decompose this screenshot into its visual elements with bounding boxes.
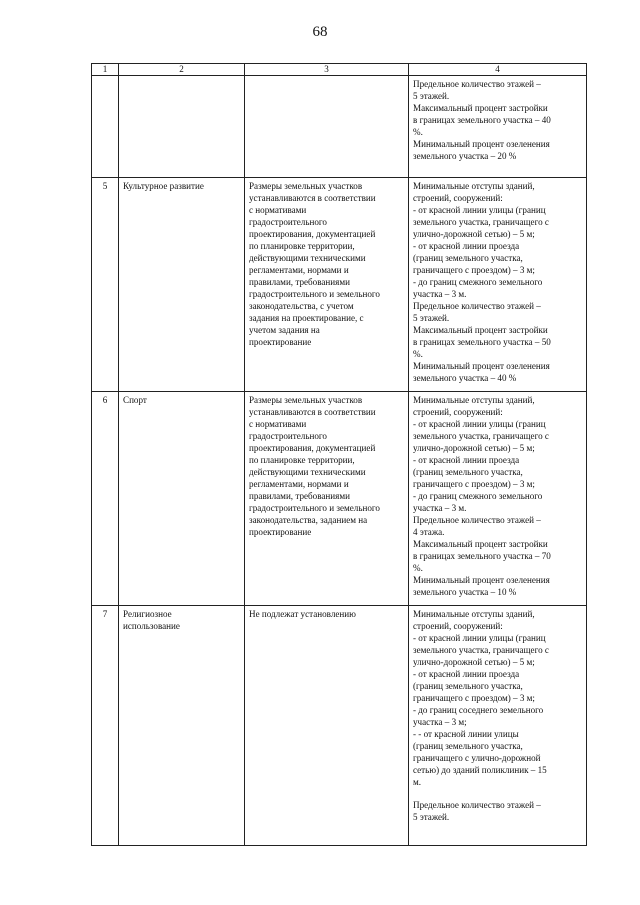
text-line: проектирование (249, 527, 312, 537)
text-line: земельного участка – 40 % (413, 373, 517, 383)
row-number: 7 (92, 606, 119, 846)
text-line: Минимальный процент озеленения (413, 575, 550, 585)
text-line: (границ земельного участка, (413, 467, 523, 477)
text-line: участка – 3 м. (413, 289, 467, 299)
text-line: регламентами, нормами и (249, 265, 349, 275)
header-col-3: 3 (245, 64, 409, 76)
text-line: учетом задания на (249, 325, 320, 335)
text-line: Предельное количество этажей – (413, 301, 541, 311)
text-line: земельного участка, граничащего с (413, 431, 549, 441)
text-line: земельного участка, граничащего с (413, 217, 549, 227)
text-line: законодательства, с учетом (249, 301, 354, 311)
text-line: (границ земельного участка, (413, 253, 523, 263)
text-line: Предельное количество этажей – (413, 515, 541, 525)
text-line: улично-дорожной сетью) – 5 м; (413, 657, 535, 667)
row-number: 5 (92, 178, 119, 392)
text-line: регламентами, нормами и (249, 479, 349, 489)
text-line: Предельное количество этажей – (413, 800, 541, 810)
text-line: %. (413, 349, 423, 359)
text-line: Минимальный процент озеленения (413, 139, 550, 149)
text-line: правилами, требованиями (249, 491, 350, 501)
text-line: Минимальные отступы зданий, (413, 181, 535, 191)
text-line: 5 этажей. (413, 91, 450, 101)
text-line: - - от красной линии улицы (413, 729, 519, 739)
text-line: улично-дорожной сетью) – 5 м; (413, 443, 535, 453)
text-line: проектирования, документацией (249, 229, 376, 239)
text-line: по планировке территории, (249, 241, 355, 251)
cell-parameters (409, 606, 587, 846)
text-line: с нормативами (249, 419, 307, 429)
header-col-4: 4 (409, 64, 587, 76)
table-row (92, 392, 587, 606)
text-line: законодательства, заданием на (249, 515, 368, 525)
text-line: граничащего с проездом) – 3 м; (413, 265, 535, 275)
text-line: по планировке территории, (249, 455, 355, 465)
text-line: Максимальный процент застройки (413, 539, 548, 549)
text-line: %. (413, 563, 423, 573)
spacer (413, 788, 582, 799)
header-col-1: 1 (92, 64, 119, 76)
text-line: проектирования, документацией (249, 443, 376, 453)
text-line: строений, сооружений: (413, 621, 503, 631)
table-header-row (92, 64, 587, 76)
text-line: %. (413, 127, 423, 137)
text-line: в границах земельного участка – 50 (413, 337, 551, 347)
text-line: использование (123, 621, 180, 631)
text-line: 4 этажа. (413, 527, 445, 537)
text-line: строений, сооружений: (413, 407, 503, 417)
text-line: правилами, требованиями (249, 277, 350, 287)
text-line: (границ земельного участка, (413, 681, 523, 691)
cell-plot-size (245, 392, 409, 606)
table-row (92, 606, 587, 846)
text-line: - от красной линии улицы (границ (413, 419, 546, 429)
text-line: 5 этажей. (413, 313, 450, 323)
table-row-continuation (92, 76, 587, 178)
text-line: градостроительного (249, 217, 327, 227)
text-line: - от красной линии улицы (границ (413, 205, 546, 215)
text-line: задания на проектирование, с (249, 313, 364, 323)
text-line: 5 этажей. (413, 812, 450, 822)
text-line: - до границ соседнего земельного (413, 705, 544, 715)
text-line: Размеры земельных участков (249, 181, 363, 191)
text-line: - до границ смежного земельного (413, 277, 543, 287)
text-line: участка – 3 м; (413, 717, 467, 727)
text-line: граничащего с проездом) – 3 м; (413, 693, 535, 703)
text-line: (границ земельного участка, (413, 741, 523, 751)
text-line: Минимальный процент озеленения (413, 361, 550, 371)
cell-empty (245, 76, 409, 178)
table-row (92, 178, 587, 392)
text-line: земельного участка, граничащего с (413, 645, 549, 655)
regulations-table (91, 63, 587, 846)
text-line: Предельное количество этажей – (413, 79, 541, 89)
text-line: Максимальный процент застройки (413, 103, 548, 113)
text-line: - от красной линии проезда (413, 241, 520, 251)
cell-empty (119, 76, 245, 178)
cell-parameters (409, 178, 587, 392)
text-line: строений, сооружений: (413, 193, 503, 203)
cell-use-name: Спорт (119, 392, 245, 606)
text-line: градостроительного и земельного (249, 289, 380, 299)
text-line: м. (413, 777, 422, 787)
row-number: 6 (92, 392, 119, 606)
cell-plot-size (245, 178, 409, 392)
text-line: улично-дорожной сетью) – 5 м; (413, 229, 535, 239)
text-line: Максимальный процент застройки (413, 325, 548, 335)
text-line: - от красной линии улицы (границ (413, 633, 546, 643)
text-line: в границах земельного участка – 70 (413, 551, 551, 561)
cell-parameters (409, 76, 587, 178)
text-line: Не подлежат установлению (249, 609, 356, 619)
text-line: граничащего с проездом) – 3 м; (413, 479, 535, 489)
text-line: Минимальные отступы зданий, (413, 609, 535, 619)
text-line: - до границ смежного земельного (413, 491, 543, 501)
cell-use-name: Культурное развитие (119, 178, 245, 392)
cell-parameters (409, 392, 587, 606)
text-line: Религиозное (123, 609, 172, 619)
text-line: Размеры земельных участков (249, 395, 363, 405)
text-line: градостроительного (249, 431, 327, 441)
text-line: земельного участка – 20 % (413, 151, 517, 161)
text-line: Минимальные отступы зданий, (413, 395, 535, 405)
text-line: с нормативами (249, 205, 307, 215)
text-line: устанавливаются в соответствии (249, 193, 376, 203)
page-number: 68 (312, 24, 328, 40)
text-line: - от красной линии проезда (413, 455, 520, 465)
cell-empty (92, 76, 119, 178)
text-line: - от красной линии проезда (413, 669, 520, 679)
text-line: граничащего с улично-дорожной (413, 753, 541, 763)
cell-plot-size (245, 606, 409, 846)
text-line: действующими техническими (249, 253, 366, 263)
text-line: в границах земельного участка – 40 (413, 115, 551, 125)
text-line: земельного участка – 10 % (413, 587, 517, 597)
text-line: проектирование (249, 337, 312, 347)
text-line: сетью) до зданий поликлиник – 15 (413, 765, 547, 775)
text-line: устанавливаются в соответствии (249, 407, 376, 417)
header-col-2: 2 (119, 64, 245, 76)
cell-use-name (119, 606, 245, 846)
text-line: градостроительного и земельного (249, 503, 380, 513)
text-line: действующими техническими (249, 467, 366, 477)
text-line: участка – 3 м. (413, 503, 467, 513)
